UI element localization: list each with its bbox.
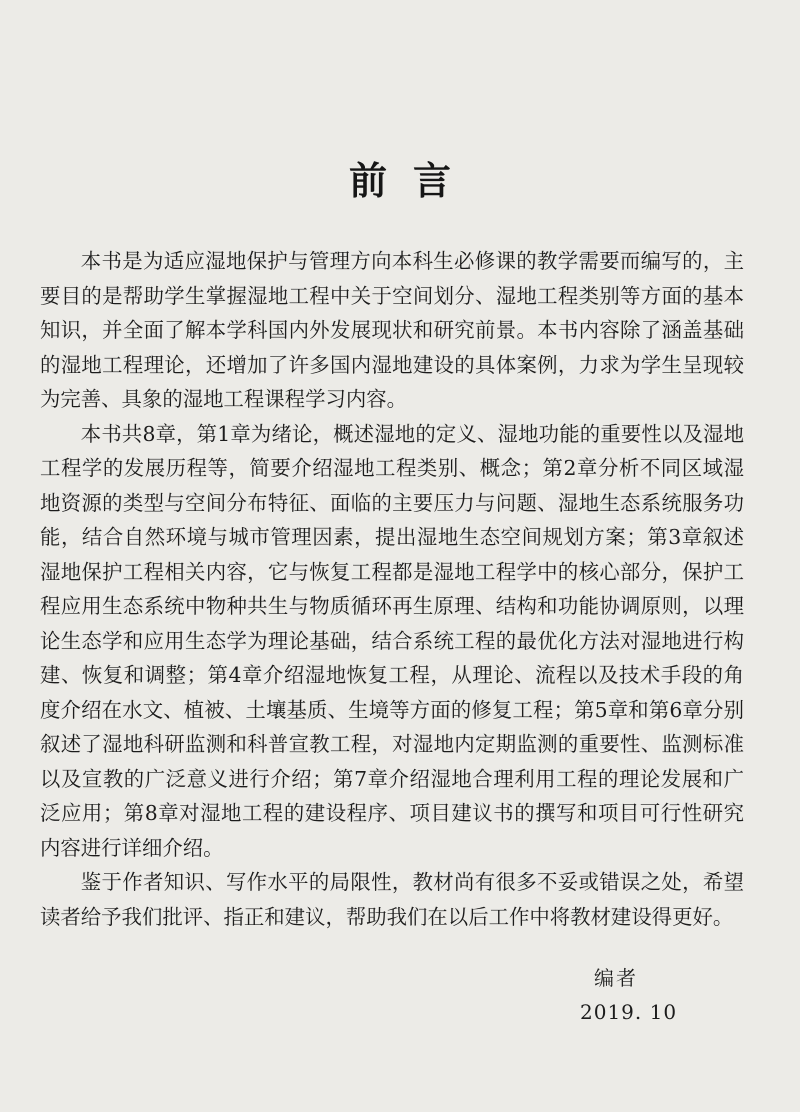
paragraph-3: 鉴于作者知识、写作水平的局限性，教材尚有很多不妥或错误之处，希望读者给予我们批评、指正和建议，帮助我们在以后工作中将教材建设得更好。 (40, 870, 744, 929)
paragraph-1: 本书是为适应湿地保护与管理方向本科生必修课的教学需要而编写的，主要目的是帮助学生掌握湿地工程中关于空间划分、湿地工程类别等方面的基本知识，并全面了解本学科国内外发展现状和研究前景。本书内容除了涵盖基础的湿地工程理论，还增加了许多国内湿地建设的具体案例，力求为学生呈现较为完善、具象的湿地工程课程学习内容。 (40, 249, 744, 411)
signature-date: 2019. 10 (580, 1000, 678, 1024)
paragraph-2: 本书共8章，第1章为绪论，概述湿地的定义、湿地功能的重要性以及湿地工程学的发展历程等，简要介绍湿地工程类别、概念；第2章分析不同区域湿地资源的类型与空间分布特征、面临的主要压力与问题、湿地生态系统服务功能，结合自然环境与城市管理因素，提出湿地生态空间规划方案；第3章叙述湿地保护工程相关内容，它与恢复工程都是湿地工程学中的核心部分，保护工程应用生态系统中物种共生与物质循环再生原理、结构和功能协调原则，以理论生态学和应用生态学为理论基础，结合系统工程的最优化方法对湿地进行构建、恢复和调整；第4章介绍湿地恢复工程，从理论、流程以及技术手段的角度介绍在水文、植被、土壤基质、生境等方面的修复工程；第5章和第6章分别叙述了湿地科研监测和科普宣教工程，对湿地内定期监测的重要性、监测标准以及宣教的广泛意义进行介绍；第7章介绍湿地合理利用工程的理论发展和广泛应用；第8章对湿地工程的建设程序、项目建议书的撰写和项目可行性研究内容进行详细介绍。 (40, 421, 744, 860)
page-title: 前言 (348, 159, 477, 203)
preface-body (40, 244, 744, 934)
signature-author: 编者 (594, 966, 638, 990)
